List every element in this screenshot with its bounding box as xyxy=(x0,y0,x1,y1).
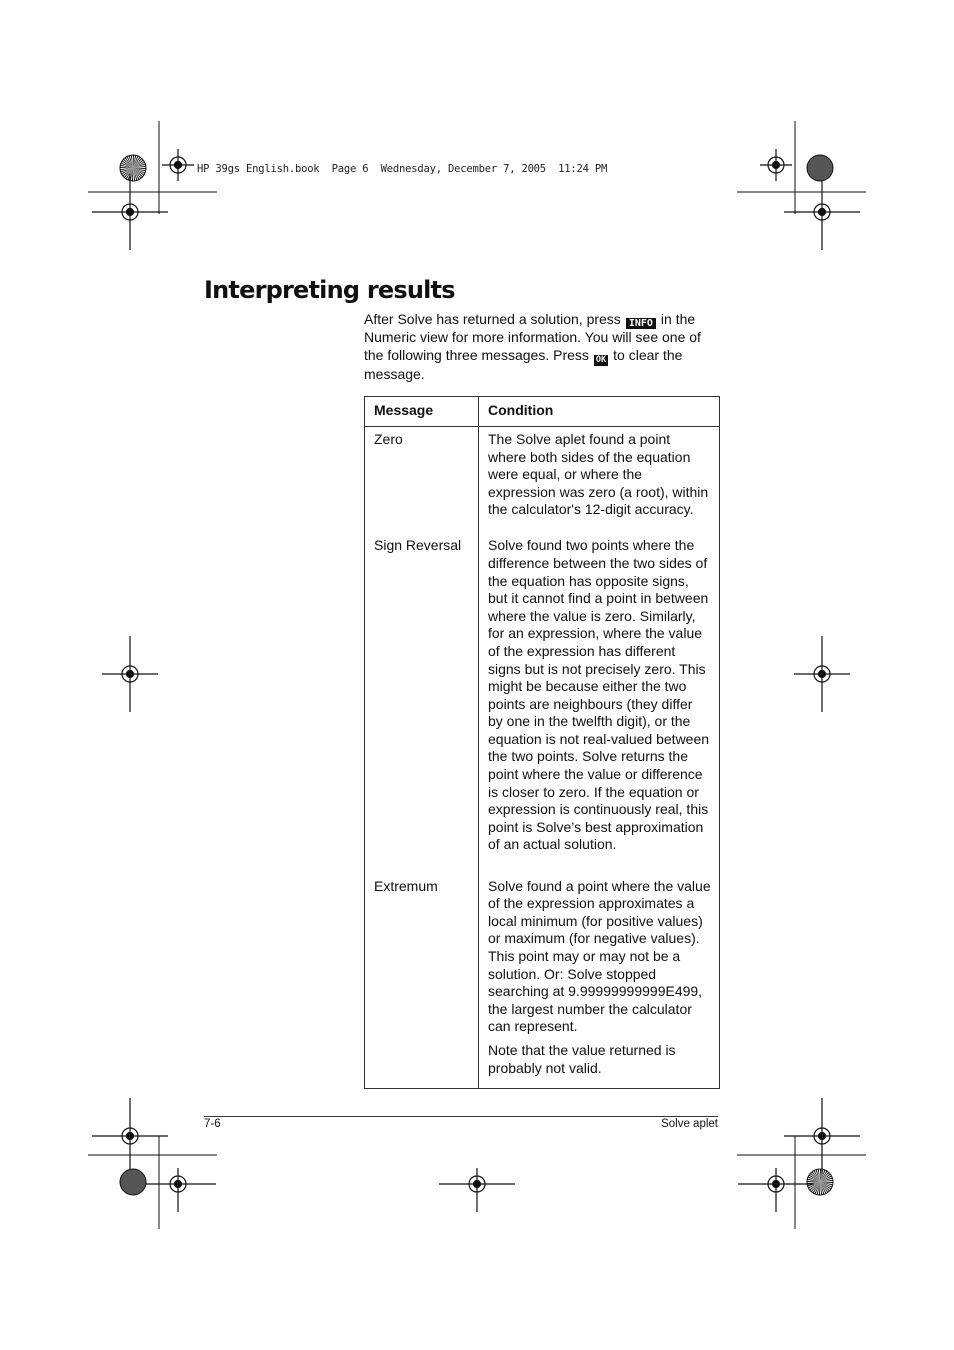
crosshair-target-icon xyxy=(738,1168,814,1212)
table-row xyxy=(365,874,720,1089)
messages-table xyxy=(364,396,720,1089)
intro-text: After Solve has returned a solution, press xyxy=(364,311,621,327)
intro-text: in the Numeric view for more information. You will see one of the following three messages. Press xyxy=(364,311,701,363)
gray-density-disc-icon xyxy=(120,1169,146,1195)
crosshair-target-icon xyxy=(162,149,194,181)
condition-text: The Solve aplet found a point where both sides of the equation were equal, or where the expression was zero (a root), within the calculator's 12-digit accuracy. xyxy=(488,431,709,518)
crosshair-target-icon xyxy=(794,636,850,712)
condition-text: Solve found a point where the value of the expression approximates a local minimum (for positive values) or maximum (for negative values). This point may or may not be a solution. Or: Solve stopped searching at 9.99999999999E499, the largest number the calculator can represent. xyxy=(488,877,711,1035)
crosshair-target-icon xyxy=(140,1168,216,1212)
table-row xyxy=(365,533,720,873)
ok-key-icon: OK xyxy=(595,354,607,365)
condition-cell xyxy=(479,874,720,1089)
footer-rule xyxy=(204,1116,718,1117)
crosshair-target-icon xyxy=(439,1168,515,1212)
message-cell: Zero xyxy=(365,427,479,534)
condition-cell xyxy=(479,427,720,534)
running-footer-section: Solve aplet xyxy=(661,1118,718,1130)
gray-density-disc-icon xyxy=(807,155,833,181)
print-slug-line: HP 39gs English.book Page 6 Wednesday, December 7, 2005 11:24 PM xyxy=(197,163,608,175)
column-header-condition: Condition xyxy=(479,397,720,427)
intro-text: to clear the message. xyxy=(364,346,683,382)
condition-text: Solve found two points where the difference between the two sides of the equation has opposite signs, but it cannot find a point in between where the value is zero. Similarly, for an expression, where the value of the expression has different signs but is not precisely zero. This might be because either the two points are neighbours (they differ by one in the twelfth digit), or the equation is not real-valued between the two points. Solve returns the point where the value or difference is closer to zero. If the equation or expression is continuously real, this point is Solve’s best approximation of an actual solution. xyxy=(488,537,710,853)
info-key-icon: INFO xyxy=(626,318,656,329)
table-row xyxy=(365,427,720,534)
condition-note: Note that the value returned is probably not valid. xyxy=(488,1042,676,1076)
starburst-mark-icon xyxy=(807,1169,833,1195)
crosshair-target-icon xyxy=(102,636,158,712)
column-header-message: Message xyxy=(365,397,479,427)
message-cell: Extremum xyxy=(365,874,479,1089)
condition-cell xyxy=(479,533,720,873)
message-cell: Sign Reversal xyxy=(365,533,479,873)
crosshair-target-icon xyxy=(92,174,168,250)
starburst-mark-icon xyxy=(120,155,146,181)
intro-paragraph xyxy=(364,311,724,383)
crosshair-target-icon xyxy=(760,149,792,181)
crosshair-target-icon xyxy=(92,1098,168,1174)
page-number: 7-6 xyxy=(204,1118,221,1130)
page-heading: Interpreting results xyxy=(204,276,455,304)
table-header-row xyxy=(365,397,720,427)
